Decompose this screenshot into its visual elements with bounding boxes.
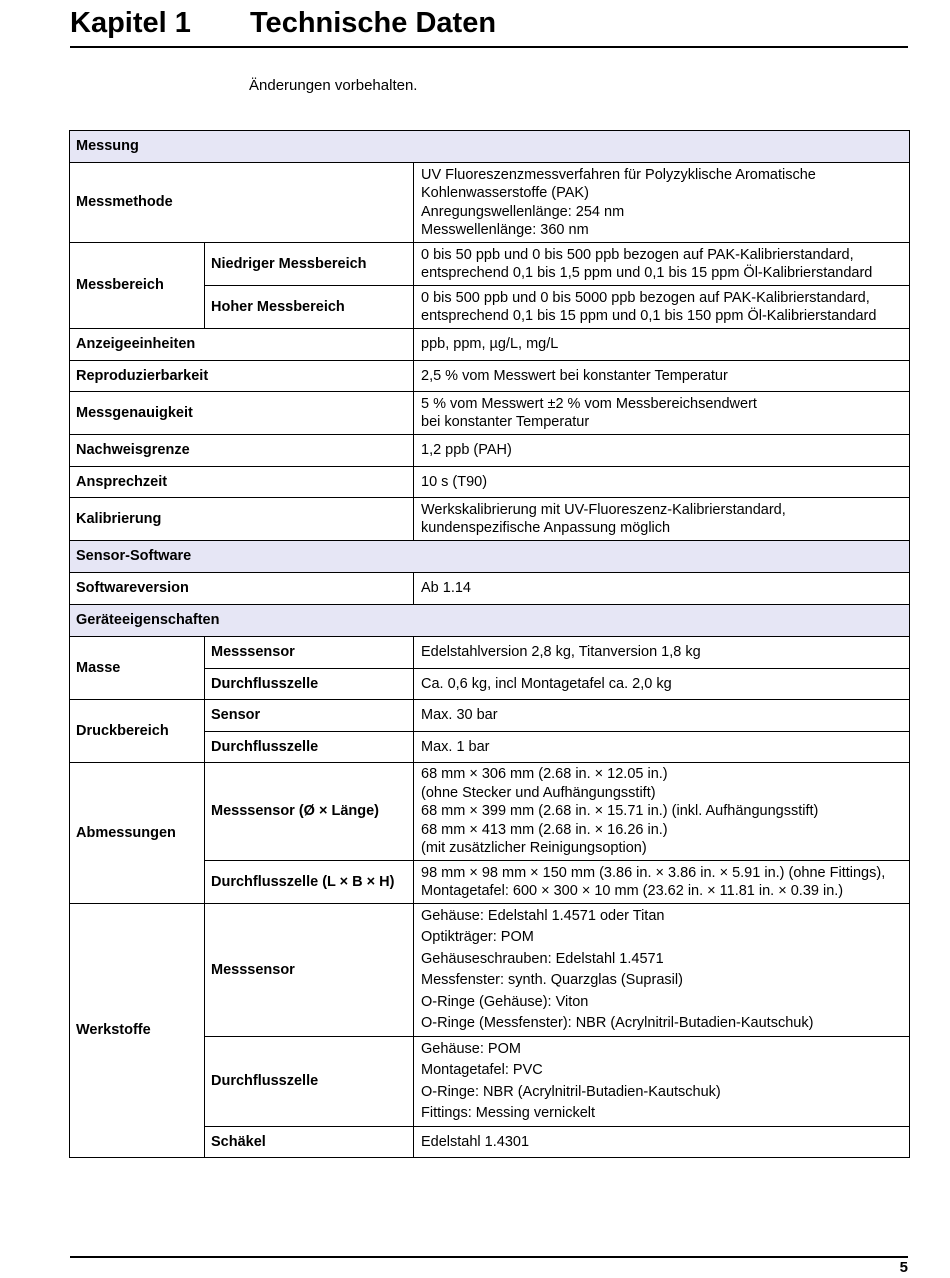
row-sublabel: Durchflusszelle — [205, 1037, 414, 1127]
table-row — [70, 329, 910, 361]
value-line: O-Ringe (Messfenster): NBR (Acrylnitril-Butadien-Kautschuk) — [421, 1015, 814, 1031]
section-row-device — [70, 605, 910, 637]
value-line: Fittings: Messing vernickelt — [421, 1105, 596, 1121]
row-value: Ab 1.14 — [414, 573, 910, 605]
row-value — [414, 1037, 910, 1127]
row-sublabel: Schäkel — [205, 1127, 414, 1158]
value-line: Messwellenlänge: 360 nm — [421, 222, 589, 238]
row-label: Druckbereich — [70, 700, 205, 763]
row-value: Ca. 0,6 kg, incl Montagetafel ca. 2,0 kg — [414, 669, 910, 700]
value-line: Anregungswellenlänge: 254 nm — [421, 203, 625, 220]
table-row — [70, 392, 910, 435]
table-row — [70, 637, 910, 669]
chapter-label: Kapitel 1 — [70, 7, 191, 39]
row-label: Kalibrierung — [70, 498, 414, 541]
table-row — [70, 243, 910, 286]
value-line: kundenspezifische Anpassung möglich — [421, 520, 671, 536]
value-line: 98 mm × 98 mm × 150 mm (3.86 in. × 3.86 in. × 5.91 in.) (ohne Fittings), — [421, 864, 886, 881]
value-line: 68 mm × 399 mm (2.68 in. × 15.71 in.) (inkl. Aufhängungsstift) — [421, 803, 819, 820]
row-label: Nachweisgrenze — [70, 435, 414, 467]
row-sublabel: Niedriger Messbereich — [205, 243, 414, 286]
row-label: Werkstoffe — [70, 904, 205, 1158]
row-label: Anzeigeeinheiten — [70, 329, 414, 361]
value-line: 0 bis 50 ppb und 0 bis 500 ppb bezogen auf PAK-Kalibrierstandard, — [421, 246, 854, 263]
table-row — [70, 163, 910, 243]
row-value: Edelstahl 1.4301 — [414, 1127, 910, 1158]
value-line: 68 mm × 413 mm (2.68 in. × 16.26 in.) — [421, 821, 668, 838]
row-value: ppb, ppm, µg/L, mg/L — [414, 329, 910, 361]
row-sublabel: Messsensor — [205, 904, 414, 1037]
row-sublabel: Durchflusszelle — [205, 669, 414, 700]
row-value — [414, 861, 910, 904]
value-line: 5 % vom Messwert ±2 % vom Messbereichsendwert — [421, 395, 757, 412]
row-label: Softwareversion — [70, 573, 414, 605]
table-row — [70, 763, 910, 861]
row-value: 10 s (T90) — [414, 467, 910, 498]
value-line: Optikträger: POM — [421, 929, 534, 945]
value-line: (mit zusätzlicher Reinigungsoption) — [421, 840, 647, 857]
value-line: Montagetafel: 600 × 300 × 10 mm (23.62 in. × 11.81 in. × 0.39 in.) — [421, 883, 844, 899]
value-line: Messfenster: synth. Quarzglas (Suprasil) — [421, 972, 683, 988]
value-line: Gehäuse: POM — [421, 1040, 521, 1057]
value-line: 0 bis 500 ppb und 0 bis 5000 ppb bezogen auf PAK-Kalibrierstandard, — [421, 289, 870, 306]
row-label: Messmethode — [70, 163, 414, 243]
row-sublabel: Durchflusszelle (L × B × H) — [205, 861, 414, 904]
row-label: Abmessungen — [70, 763, 205, 904]
table-row — [70, 435, 910, 467]
value-line: Kohlenwasserstoffe (PAK) — [421, 185, 589, 201]
table-row — [70, 467, 910, 498]
row-value: 2,5 % vom Messwert bei konstanter Temperatur — [414, 361, 910, 392]
section-heading: Sensor-Software — [70, 541, 910, 573]
chapter-header — [70, 4, 908, 48]
table-row — [70, 573, 910, 605]
row-value: Max. 1 bar — [414, 732, 910, 763]
row-sublabel: Hoher Messbereich — [205, 286, 414, 329]
page-number: 5 — [899, 1259, 908, 1276]
value-line: O-Ringe: NBR (Acrylnitril-Butadien-Kautschuk) — [421, 1083, 721, 1100]
table-row — [70, 904, 910, 1037]
value-line: UV Fluoreszenzmessverfahren für Polyzyklische Aromatische — [421, 166, 816, 183]
row-value: Max. 30 bar — [414, 700, 910, 732]
table-row — [70, 498, 910, 541]
value-line: entsprechend 0,1 bis 15 ppm und 0,1 bis 150 ppm Öl-Kalibrierstandard — [421, 308, 877, 324]
section-heading: Messung — [70, 131, 910, 163]
value-line: O-Ringe (Gehäuse): Viton — [421, 993, 589, 1010]
row-value: Edelstahlversion 2,8 kg, Titanversion 1,8 kg — [414, 637, 910, 669]
value-line: Werkskalibrierung mit UV-Fluoreszenz-Kalibrierstandard, — [421, 501, 786, 518]
row-value — [414, 498, 910, 541]
row-value — [414, 286, 910, 329]
footer-divider — [70, 1256, 908, 1258]
change-notice: Änderungen vorbehalten. — [249, 77, 418, 94]
spec-table — [69, 130, 910, 1158]
row-label: Messbereich — [70, 243, 205, 329]
row-value — [414, 904, 910, 1037]
row-label: Masse — [70, 637, 205, 700]
value-line: Gehäuseschrauben: Edelstahl 1.4571 — [421, 950, 664, 967]
row-sublabel: Messsensor — [205, 637, 414, 669]
table-row — [70, 361, 910, 392]
section-heading: Geräteeigenschaften — [70, 605, 910, 637]
row-value — [414, 763, 910, 861]
value-line: (ohne Stecker und Aufhängungsstift) — [421, 784, 656, 801]
value-line: entsprechend 0,1 bis 1,5 ppm und 0,1 bis 15 ppm Öl-Kalibrierstandard — [421, 265, 873, 281]
table-row — [70, 700, 910, 732]
value-line: 68 mm × 306 mm (2.68 in. × 12.05 in.) — [421, 766, 668, 783]
row-label: Ansprechzeit — [70, 467, 414, 498]
row-value — [414, 163, 910, 243]
row-value — [414, 243, 910, 286]
row-sublabel: Messsensor (Ø × Länge) — [205, 763, 414, 861]
value-line: bei konstanter Temperatur — [421, 414, 590, 430]
row-label: Messgenauigkeit — [70, 392, 414, 435]
section-row-software — [70, 541, 910, 573]
row-label: Reproduzierbarkeit — [70, 361, 414, 392]
chapter-title: Technische Daten — [250, 7, 497, 39]
value-line: Gehäuse: Edelstahl 1.4571 oder Titan — [421, 907, 665, 924]
value-line: Montagetafel: PVC — [421, 1062, 543, 1078]
section-row-measurement — [70, 131, 910, 163]
row-value: 1,2 ppb (PAH) — [414, 435, 910, 467]
row-sublabel: Durchflusszelle — [205, 732, 414, 763]
row-sublabel: Sensor — [205, 700, 414, 732]
row-value — [414, 392, 910, 435]
